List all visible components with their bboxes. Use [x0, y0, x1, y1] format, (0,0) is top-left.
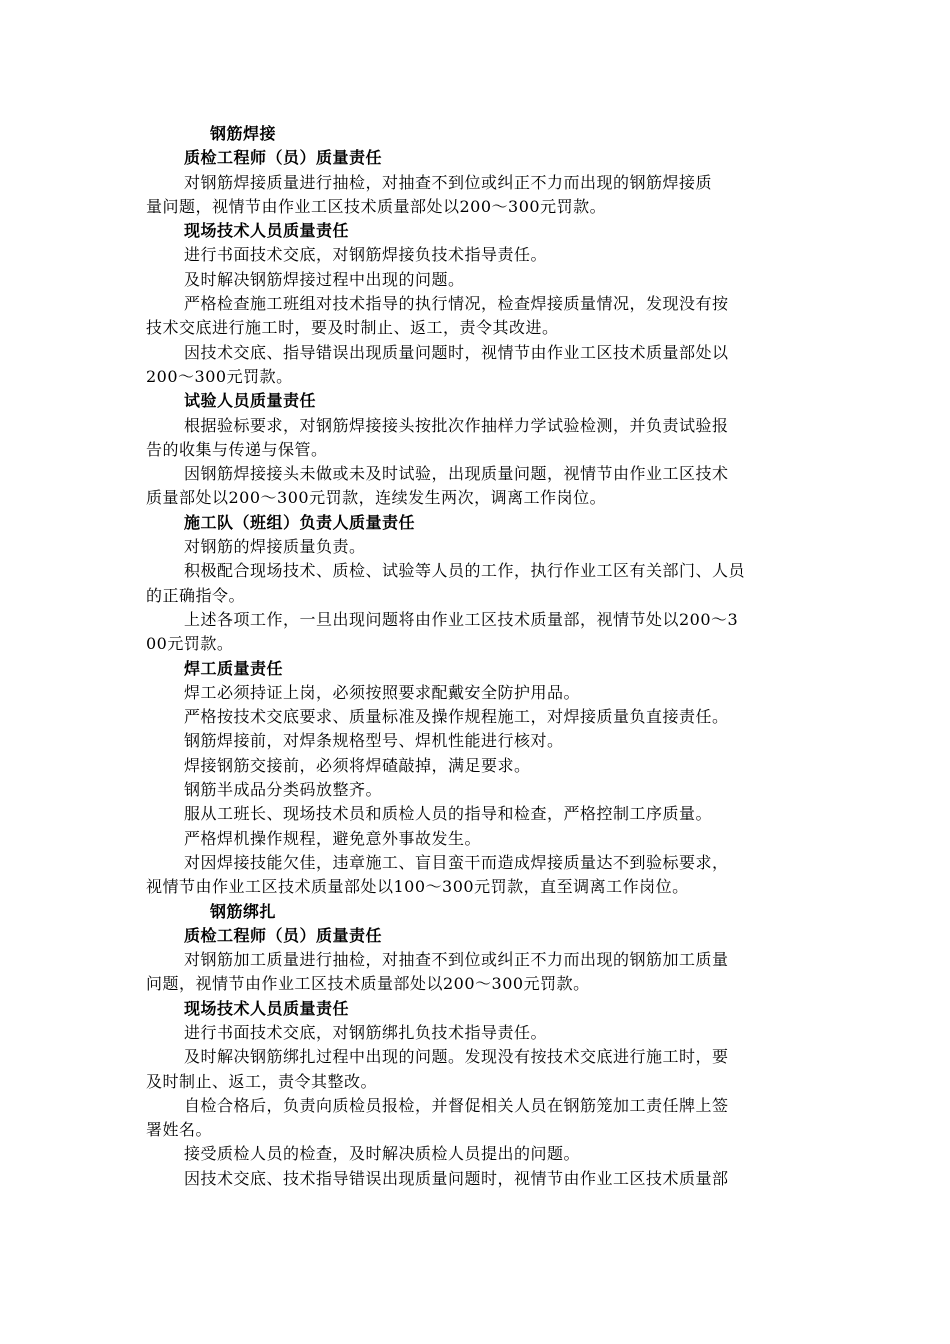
section-heading: 质检工程师（员）质量责任 [184, 148, 383, 168]
paragraph-line: 焊工必须持证上岗，必须按照要求配戴安全防护用品。 [184, 682, 581, 702]
section-heading: 现场技术人员质量责任 [184, 998, 350, 1018]
paragraph-line: 进行书面技术交底，对钢筋焊接负技术指导责任。 [184, 245, 548, 265]
paragraph-line: 严格检查施工班组对技术指导的执行情况，检查焊接质量情况，发现没有按 [184, 294, 729, 314]
paragraph-continuation: 00元罚款。 [146, 634, 234, 654]
section-heading: 焊工质量责任 [184, 658, 284, 678]
section-heading: 施工队（班组）负责人质量责任 [184, 512, 416, 532]
paragraph-continuation: 署姓名。 [146, 1120, 213, 1140]
paragraph-line: 自检合格后，负责向质检员报检，并督促相关人员在钢筋笼加工责任牌上签 [184, 1095, 729, 1115]
paragraph-line: 因技术交底、指导错误出现质量问题时，视情节由作业工区技术质量部处以 [184, 342, 729, 362]
paragraph-line: 因钢筋焊接接头未做或未及时试验，出现质量问题，视情节由作业工区技术 [184, 464, 729, 484]
paragraph-line: 因技术交底、技术指导错误出现质量问题时，视情节由作业工区技术质量部 [184, 1168, 729, 1188]
section-heading: 现场技术人员质量责任 [184, 221, 350, 241]
section-heading: 质检工程师（员）质量责任 [184, 925, 383, 945]
paragraph-continuation: 200～300元罚款。 [146, 366, 293, 386]
paragraph-continuation: 技术交底进行施工时，要及时制止、返工，责令其改进。 [146, 318, 559, 338]
paragraph-continuation: 问题，视情节由作业工区技术质量部处以200～300元罚款。 [146, 974, 590, 994]
paragraph-line: 对钢筋焊接质量进行抽检，对抽查不到位或纠正不力而出现的钢筋焊接质 [184, 172, 713, 192]
paragraph-continuation: 视情节由作业工区技术质量部处以100～300元罚款，直至调离工作岗位。 [146, 877, 689, 897]
paragraph-continuation: 质量部处以200～300元罚款，连续发生两次，调离工作岗位。 [146, 488, 607, 508]
section-title: 钢筋焊接 [210, 124, 277, 143]
paragraph-line: 对因焊接技能欠佳，违章施工、盲目蛮干而造成焊接质量达不到验标要求， [184, 852, 729, 872]
paragraph-line: 对钢筋的焊接质量负责。 [184, 537, 366, 557]
paragraph-line: 焊接钢筋交接前，必须将焊碴敲掉，满足要求。 [184, 755, 531, 775]
paragraph-line: 钢筋焊接前，对焊条规格型号、焊机性能进行核对。 [184, 731, 564, 751]
paragraph-line: 及时解决钢筋绑扎过程中出现的问题。发现没有按技术交底进行施工时，要 [184, 1047, 729, 1067]
paragraph-line: 钢筋半成品分类码放整齐。 [184, 780, 383, 800]
paragraph-line: 严格焊机操作规程，避免意外事故发生。 [184, 828, 482, 848]
paragraph-continuation: 量问题，视情节由作业工区技术质量部处以200～300元罚款。 [146, 196, 607, 216]
paragraph-line: 对钢筋加工质量进行抽检，对抽查不到位或纠正不力而出现的钢筋加工质量 [184, 950, 729, 970]
section-title: 钢筋绑扎 [210, 901, 277, 921]
document-body [146, 122, 810, 1191]
paragraph-line: 上述各项工作，一旦出现问题将由作业工区技术质量部，视情节处以200～3 [184, 609, 739, 629]
paragraph-continuation: 告的收集与传递与保管。 [146, 439, 328, 459]
paragraph-line: 严格按技术交底要求、质量标准及操作规程施工，对焊接质量负直接责任。 [184, 707, 729, 727]
paragraph-line: 及时解决钢筋焊接过程中出现的问题。 [184, 269, 465, 289]
paragraph-line: 进行书面技术交底，对钢筋绑扎负技术指导责任。 [184, 1022, 548, 1042]
paragraph-continuation: 的正确指令。 [146, 585, 246, 605]
paragraph-line: 服从工班长、现场技术员和质检人员的指导和检查，严格控制工序质量。 [184, 804, 713, 824]
paragraph-line: 积极配合现场技术、质检、试验等人员的工作，执行作业工区有关部门、人员 [184, 561, 746, 581]
section-heading: 试验人员质量责任 [184, 391, 317, 411]
paragraph-line: 接受质检人员的检查，及时解决质检人员提出的问题。 [184, 1144, 581, 1164]
paragraph-line: 根据验标要求，对钢筋焊接接头按批次作抽样力学试验检测，并负责试验报 [184, 415, 729, 435]
paragraph-continuation: 及时制止、返工，责令其整改。 [146, 1071, 378, 1091]
